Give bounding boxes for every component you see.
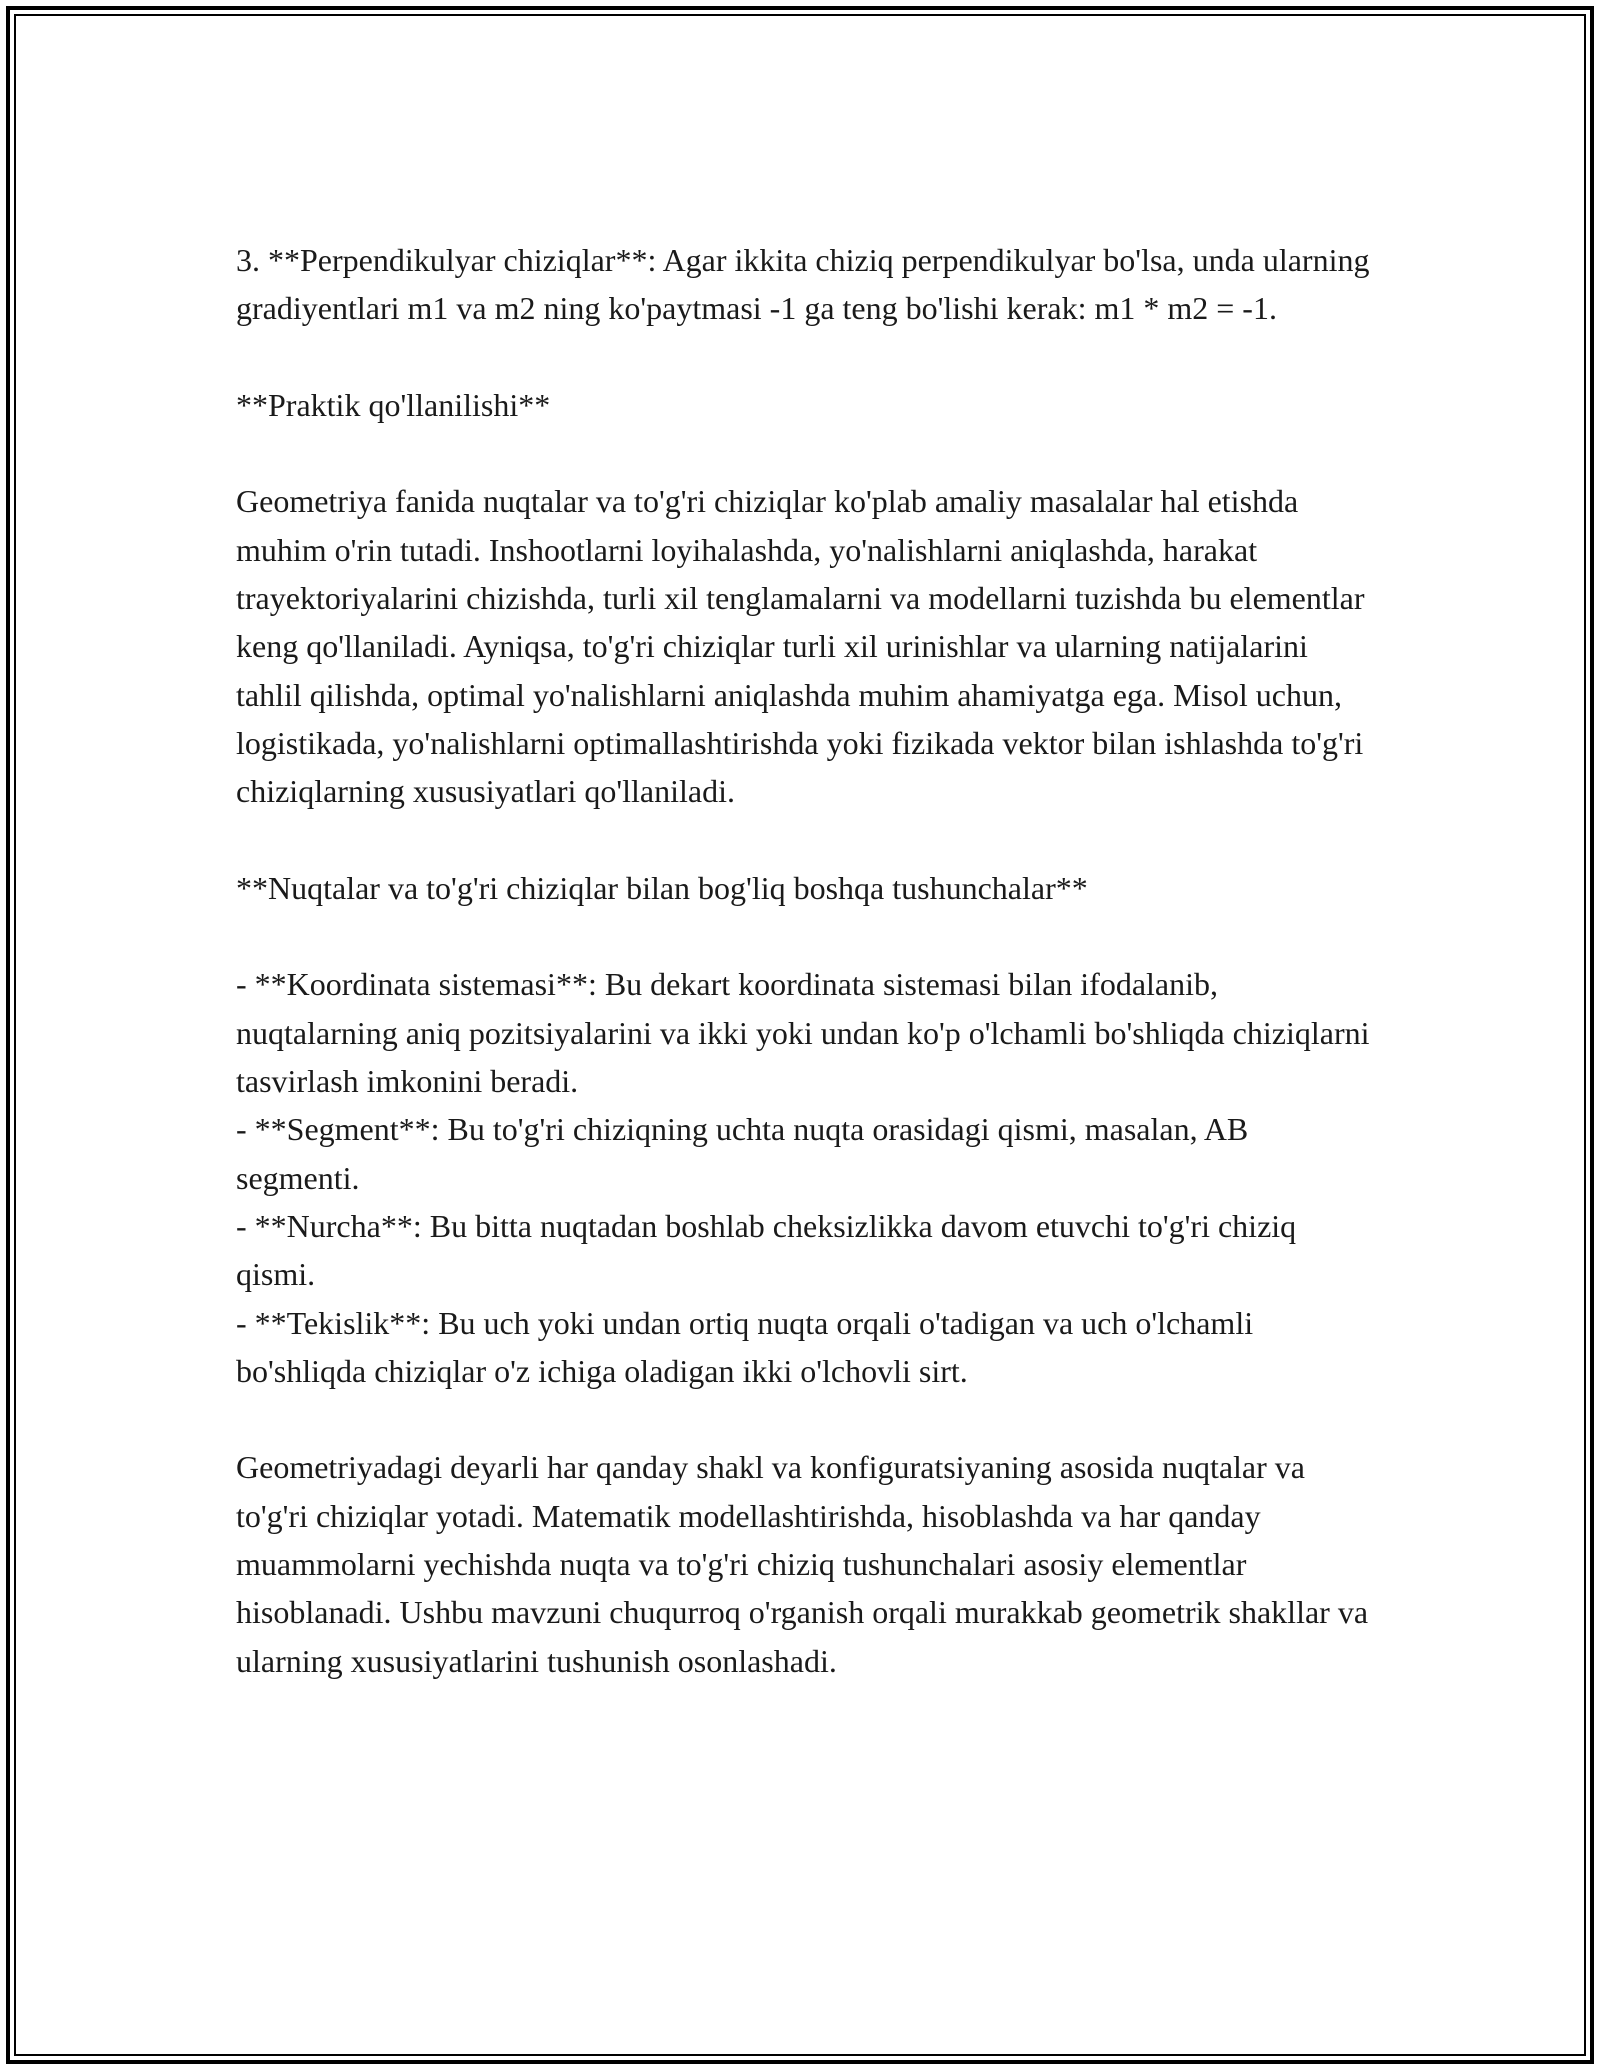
list-item-ray: - **Nurcha**: Bu bitta nuqtadan boshlab cheksizlikka davom etuvchi to'g'ri chiziq qismi. [236, 1207, 1297, 1293]
list-item-coordinate-system: - **Koordinata sistemasi**: Bu dekart koordinata sistemasi bilan ifodalanib, nuqtalarning aniq pozitsiyalarini va ikki yoki undan ko'p o'lchamli bo'shliqda chiziqlarni tasvirlash imkonini beradi. [236, 966, 1370, 1100]
concepts-list [236, 960, 1376, 1395]
paragraph-practical-application: Geometriya fanida nuqtalar va to'g'ri chiziqlar ko'plab amaliy masalalar hal etishda muhim o'rin tutadi. Inshootlarni loyihalashda, yo'nalishlarni aniqlashda, harakat trayektoriyalarini chizishda, turli xil tenglamalarni va modellarni tuzishda bu elementlar keng qo'llaniladi. Ayniqsa, to'g'ri chiziqlar turli xil urinishlar va ularning natijalarini tahlil qilishda, optimal yo'nalishlarni aniqlashda muhim ahamiyatga ega. Misol uchun, logistikada, yo'nalishlarni optimallashtirishda yoki fizikada vektor bilan ishlashda to'g'ri chiziqlarning xususiyatlari qo'llaniladi. [236, 483, 1365, 810]
heading-practical-application: **Praktik qo'llanilishi** [236, 386, 551, 423]
list-item-segment: - **Segment**: Bu to'g'ri chiziqning uchta nuqta orasidagi qismi, masalan, AB segmenti. [236, 1111, 1249, 1196]
document-body [236, 236, 1376, 1685]
paragraph-perpendicular-lines: 3. **Perpendikulyar chiziqlar**: Agar ikkita chiziq perpendikulyar bo'lsa, unda ularning gradiyentlari m1 va m2 ning ko'paytmasi -1 ga teng bo'lishi kerak: m1 * m2 = -1. [236, 242, 1370, 327]
heading-related-concepts: **Nuqtalar va to'g'ri chiziqlar bilan bog'liq boshqa tushunchalar** [236, 869, 1088, 906]
paragraph-conclusion: Geometriyadagi deyarli har qanday shakl va konfiguratsiyaning asosida nuqtalar va to'g'ri chiziqlar yotadi. Matematik modellashtirishda, hisoblashda va har qanday muammolarni yechishda nuqta va to'g'ri chiziq tushunchalari asosiy elementlar hisoblanadi. Ushbu mavzuni chuqurroq o'rganish orqali murakkab geometrik shakllar va ularning xususiyatlarini tushunish osonlashadi. [236, 1449, 1369, 1679]
list-item-plane: - **Tekislik**: Bu uch yoki undan ortiq nuqta orqali o'tadigan va uch o'lchamli bo'shliqda chiziqlar o'z ichiga oladigan ikki o'lchovli sirt. [236, 1304, 1254, 1389]
